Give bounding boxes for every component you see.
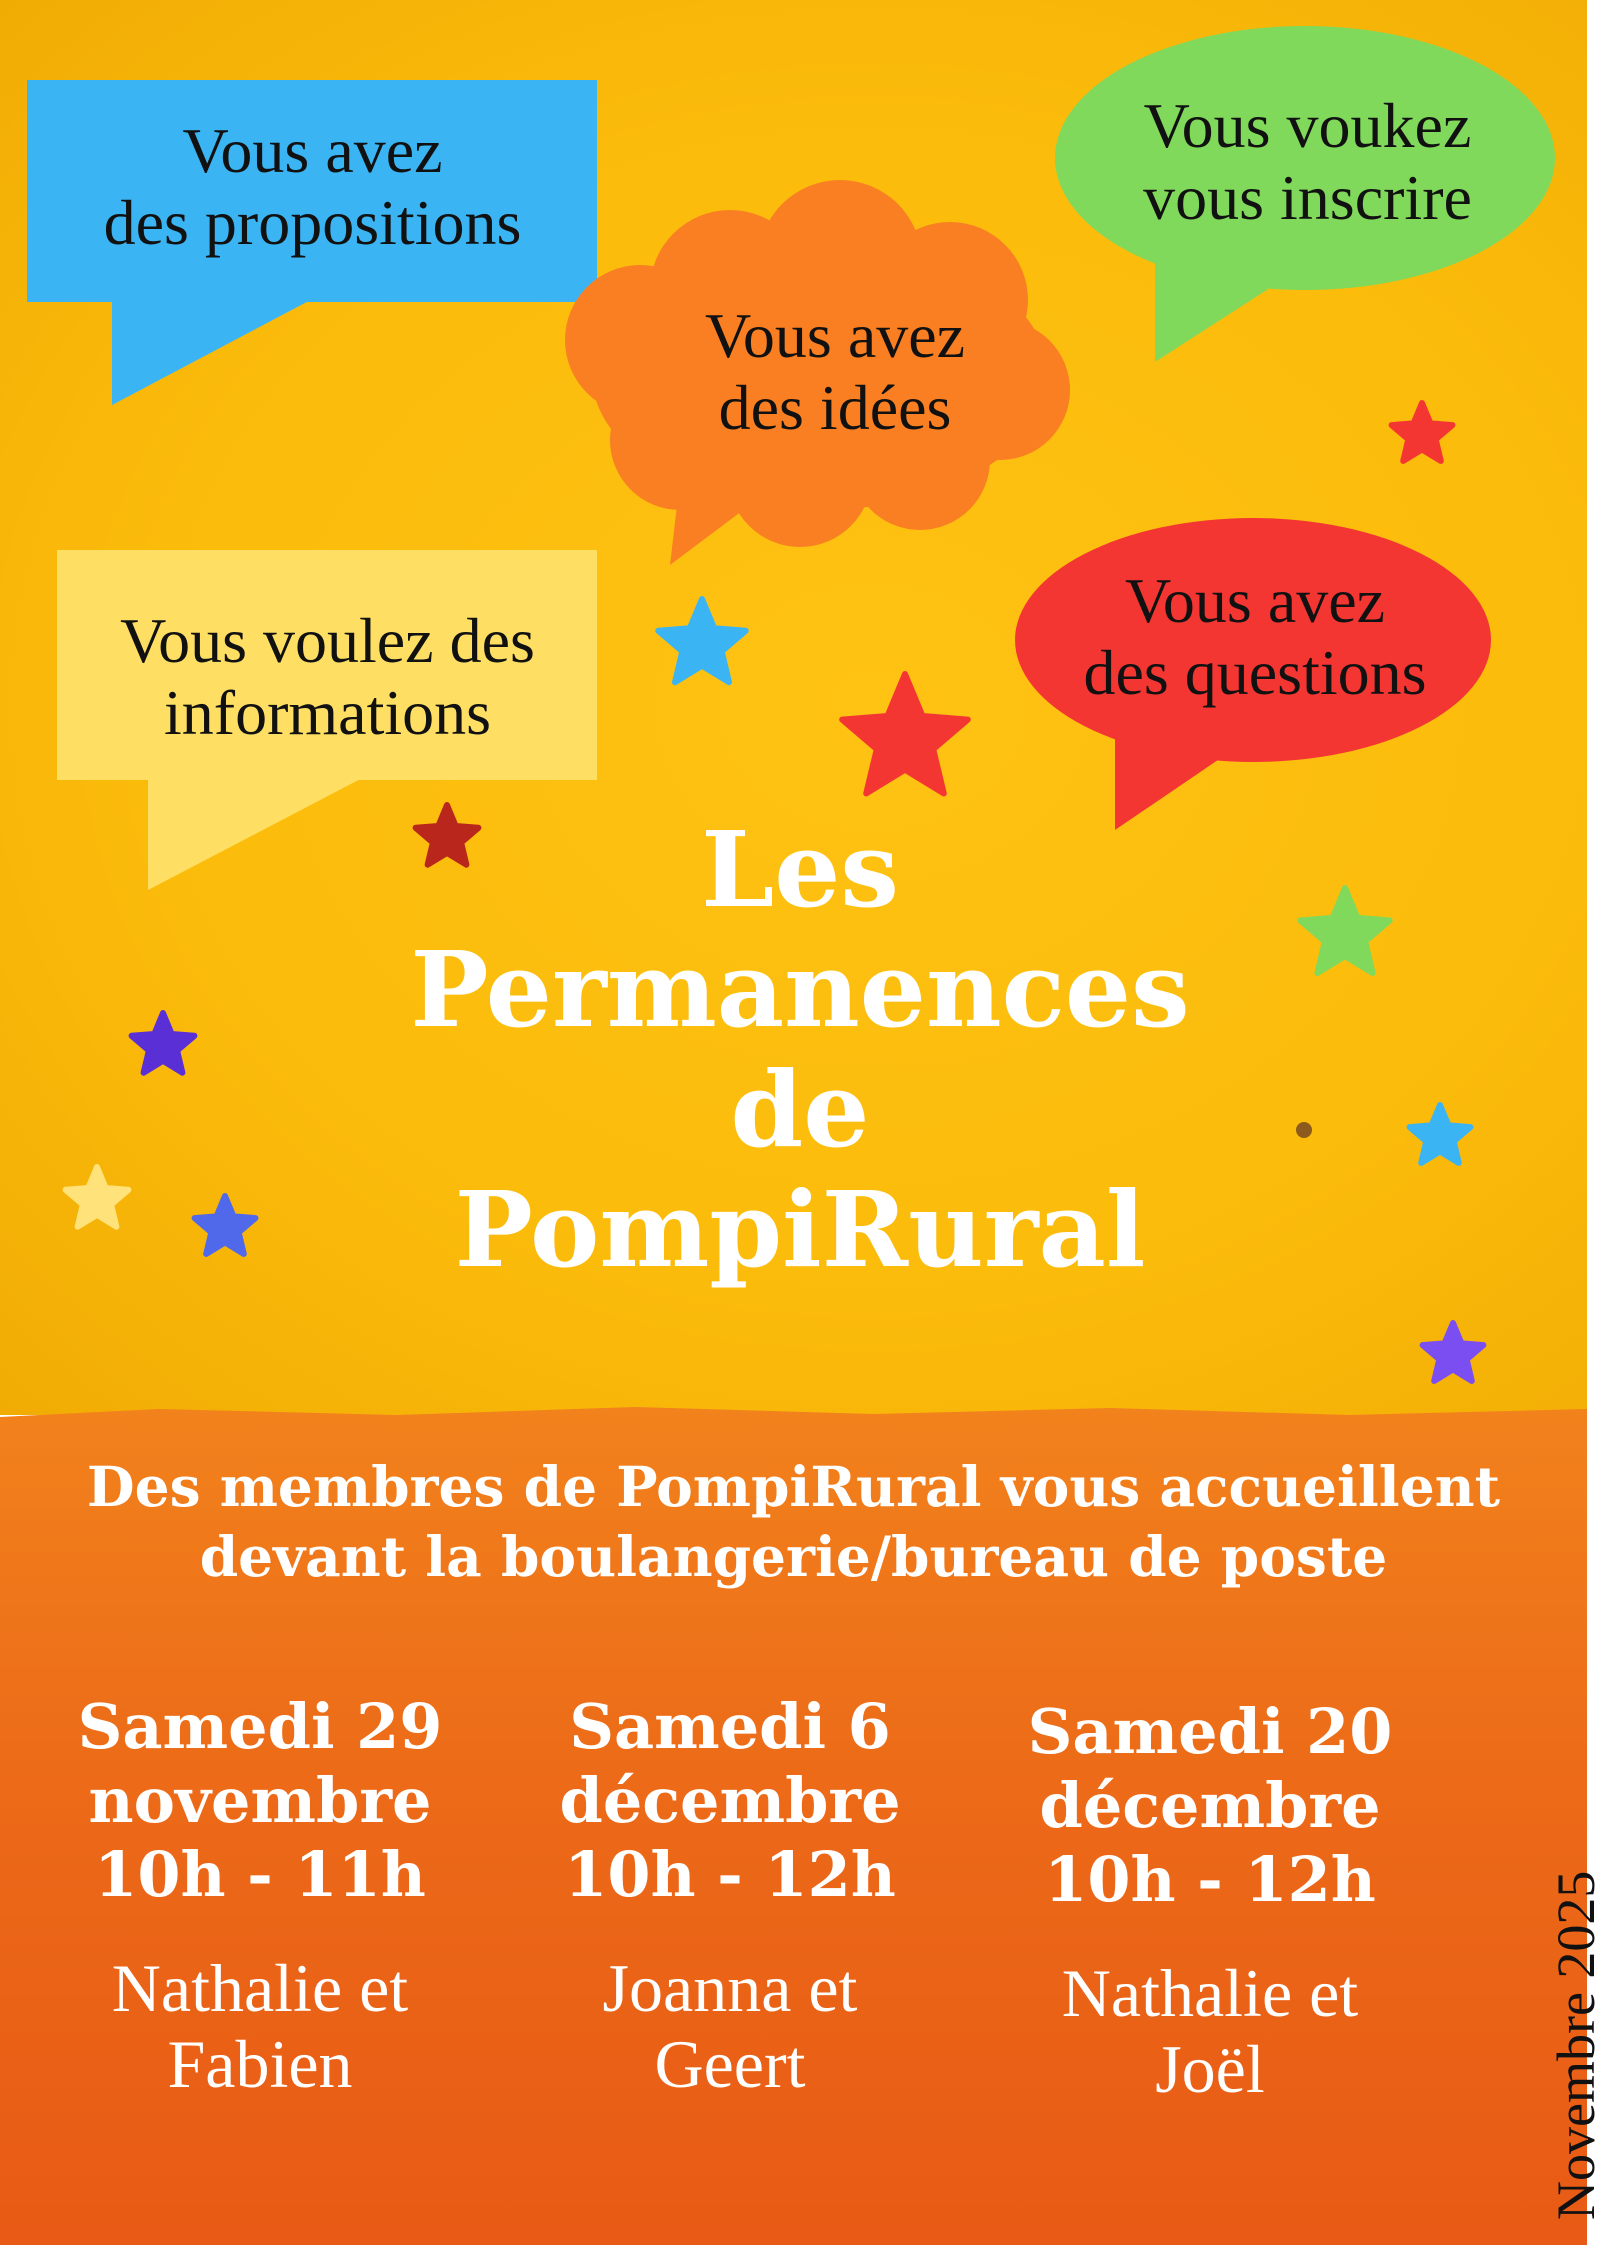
bubble-informations-line1: Vous voulez des (120, 605, 535, 676)
session-1-hosts-line1: Nathalie et (111, 1950, 409, 2026)
session-1-hosts-line2: Fabien (167, 2026, 353, 2102)
bubble-idees (630, 300, 1040, 444)
bubble-questions (1030, 565, 1480, 709)
intro-line1: Des membres de PompiRural vous accueillent (86, 1454, 1501, 1519)
session-2-month: décembre (559, 1764, 901, 1837)
green-star-icon (1300, 888, 1389, 973)
session-1-hours: 10h - 11h (94, 1838, 426, 1911)
bubble-questions-line1: Vous avez (1124, 565, 1386, 636)
light-blue-star-icon (1410, 1105, 1471, 1163)
violet-star-icon (1423, 1323, 1484, 1381)
session-3-month: décembre (1039, 1769, 1381, 1842)
bubble-propositions-line2: des propositions (103, 187, 522, 258)
footer-date: Novembre 2025 (1546, 1870, 1606, 2220)
session-2-hosts-line1: Joanna et (602, 1950, 858, 2026)
title-line4: PompiRural (454, 1168, 1146, 1291)
session-1 (30, 1690, 490, 2102)
session-3-hosts-line2: Joël (1155, 2031, 1265, 2107)
pale-yellow-star-icon (66, 1167, 129, 1227)
session-1-day: Samedi 29 (77, 1690, 443, 1763)
title-line2: Permanences (410, 928, 1190, 1051)
intro-line2: devant la boulangerie/bureau de poste (199, 1524, 1388, 1589)
session-3-hosts-line1: Nathalie et (1061, 1955, 1359, 2031)
session-3-day: Samedi 20 (1027, 1695, 1393, 1768)
bubble-idees-line1: Vous avez (704, 300, 966, 371)
bubble-inscrire-line2: vous inscrire (1143, 162, 1472, 233)
bubble-questions-line2: des questions (1083, 637, 1427, 708)
intro-text (0, 1452, 1587, 1592)
bubble-inscrire-line1: Vous voukez (1143, 90, 1472, 161)
purple-star-icon (132, 1013, 195, 1073)
bubble-idees-line2: des idées (718, 372, 952, 443)
poster-title (300, 810, 1300, 1290)
title-line3: de (730, 1048, 870, 1171)
red-star-small-icon (1392, 403, 1453, 461)
session-2-day: Samedi 6 (569, 1690, 891, 1763)
session-3 (980, 1695, 1440, 2107)
bubble-propositions (40, 115, 585, 259)
bubble-propositions-line1: Vous avez (182, 115, 443, 186)
bubble-informations (60, 605, 595, 749)
title-line1: Les (701, 808, 899, 931)
session-3-hours: 10h - 12h (1044, 1843, 1376, 1916)
session-2-hosts-line2: Geert (654, 2026, 806, 2102)
session-1-month: novembre (88, 1764, 432, 1837)
bubble-inscrire (1080, 90, 1535, 234)
red-star-large-icon (842, 674, 968, 793)
session-2-hours: 10h - 12h (564, 1838, 896, 1911)
bubble-informations-line2: informations (163, 677, 492, 748)
blue-violet-star-icon (195, 1196, 256, 1254)
blue-star-icon (658, 599, 745, 682)
session-2 (500, 1690, 960, 2102)
